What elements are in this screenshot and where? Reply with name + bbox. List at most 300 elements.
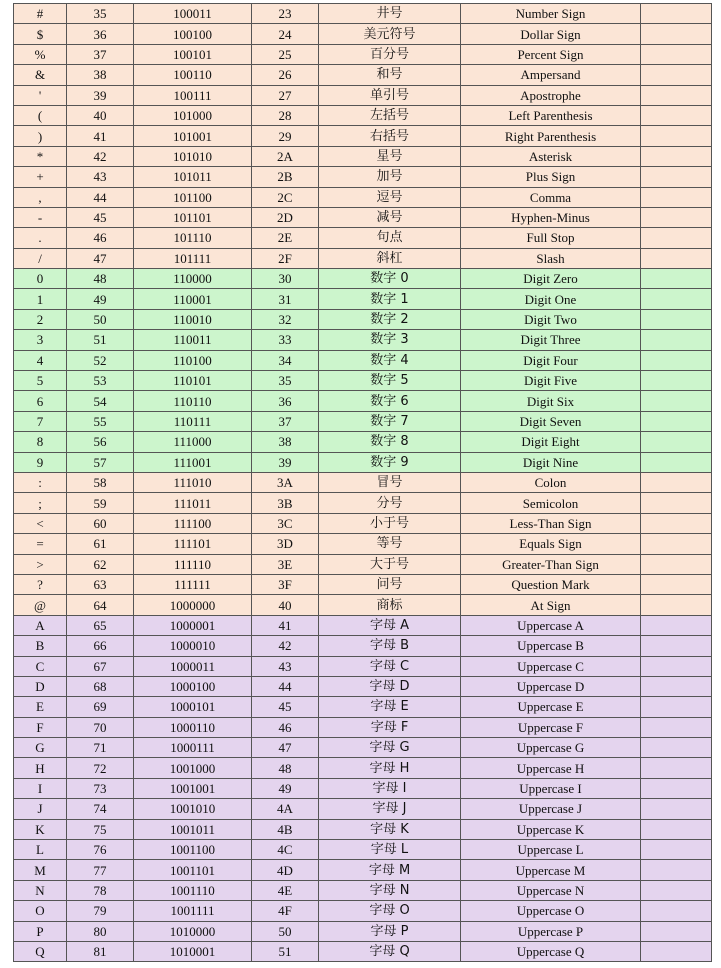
english-name-cell: Plus Sign	[461, 167, 641, 187]
hex-cell: 4C	[252, 840, 319, 860]
english-name-cell: Ampersand	[461, 65, 641, 85]
decimal-cell: 43	[67, 167, 134, 187]
decimal-cell: 44	[67, 187, 134, 207]
extra-cell	[641, 860, 712, 880]
table-row	[14, 371, 712, 391]
table-row	[14, 207, 712, 227]
chinese-name-cell: 减号	[319, 207, 461, 227]
char-cell: ?	[14, 574, 67, 594]
binary-cell: 100110	[134, 65, 252, 85]
chinese-name-cell: 字母 P	[319, 921, 461, 941]
table-row	[14, 921, 712, 941]
table-row	[14, 65, 712, 85]
extra-cell	[641, 513, 712, 533]
binary-cell: 111011	[134, 493, 252, 513]
hex-cell: 27	[252, 85, 319, 105]
binary-cell: 1000001	[134, 615, 252, 635]
hex-cell: 4B	[252, 819, 319, 839]
extra-cell	[641, 391, 712, 411]
table-row	[14, 738, 712, 758]
chinese-name-cell: 字母 E	[319, 697, 461, 717]
english-name-cell: Uppercase H	[461, 758, 641, 778]
char-cell: >	[14, 554, 67, 574]
english-name-cell: Uppercase O	[461, 901, 641, 921]
chinese-name-cell: 数字 2	[319, 309, 461, 329]
chinese-name-cell: 字母 C	[319, 656, 461, 676]
decimal-cell: 71	[67, 738, 134, 758]
table-row	[14, 778, 712, 798]
decimal-cell: 46	[67, 228, 134, 248]
decimal-cell: 68	[67, 676, 134, 696]
table-row	[14, 472, 712, 492]
binary-cell: 1001011	[134, 819, 252, 839]
char-cell: B	[14, 636, 67, 656]
english-name-cell: Left Parenthesis	[461, 105, 641, 125]
decimal-cell: 73	[67, 778, 134, 798]
extra-cell	[641, 309, 712, 329]
chinese-name-cell: 数字 4	[319, 350, 461, 370]
hex-cell: 4E	[252, 880, 319, 900]
char-cell: 3	[14, 330, 67, 350]
hex-cell: 36	[252, 391, 319, 411]
chinese-name-cell: 字母 J	[319, 799, 461, 819]
binary-cell: 111101	[134, 534, 252, 554]
decimal-cell: 66	[67, 636, 134, 656]
table-row	[14, 248, 712, 268]
char-cell: =	[14, 534, 67, 554]
char-cell: C	[14, 656, 67, 676]
chinese-name-cell: 字母 D	[319, 676, 461, 696]
english-name-cell: Digit Five	[461, 371, 641, 391]
chinese-name-cell: 右括号	[319, 126, 461, 146]
hex-cell: 31	[252, 289, 319, 309]
decimal-cell: 59	[67, 493, 134, 513]
decimal-cell: 42	[67, 146, 134, 166]
binary-cell: 111000	[134, 432, 252, 452]
extra-cell	[641, 105, 712, 125]
english-name-cell: Digit Six	[461, 391, 641, 411]
hex-cell: 51	[252, 941, 319, 961]
decimal-cell: 51	[67, 330, 134, 350]
extra-cell	[641, 615, 712, 635]
binary-cell: 110111	[134, 411, 252, 431]
ascii-table-container	[13, 3, 711, 962]
decimal-cell: 74	[67, 799, 134, 819]
hex-cell: 49	[252, 778, 319, 798]
hex-cell: 46	[252, 717, 319, 737]
english-name-cell: Semicolon	[461, 493, 641, 513]
binary-cell: 111100	[134, 513, 252, 533]
char-cell: ;	[14, 493, 67, 513]
extra-cell	[641, 269, 712, 289]
english-name-cell: Slash	[461, 248, 641, 268]
chinese-name-cell: 数字 1	[319, 289, 461, 309]
hex-cell: 3B	[252, 493, 319, 513]
chinese-name-cell: 分号	[319, 493, 461, 513]
english-name-cell: Digit One	[461, 289, 641, 309]
table-row	[14, 289, 712, 309]
decimal-cell: 76	[67, 840, 134, 860]
chinese-name-cell: 字母 L	[319, 840, 461, 860]
english-name-cell: Uppercase J	[461, 799, 641, 819]
char-cell: '	[14, 85, 67, 105]
english-name-cell: At Sign	[461, 595, 641, 615]
extra-cell	[641, 676, 712, 696]
binary-cell: 1000010	[134, 636, 252, 656]
char-cell: 8	[14, 432, 67, 452]
ascii-table-body	[14, 4, 712, 962]
hex-cell: 26	[252, 65, 319, 85]
table-row	[14, 799, 712, 819]
binary-cell: 110000	[134, 269, 252, 289]
char-cell: L	[14, 840, 67, 860]
decimal-cell: 63	[67, 574, 134, 594]
english-name-cell: Uppercase Q	[461, 941, 641, 961]
table-row	[14, 432, 712, 452]
char-cell: &	[14, 65, 67, 85]
extra-cell	[641, 65, 712, 85]
english-name-cell: Uppercase E	[461, 697, 641, 717]
chinese-name-cell: 井号	[319, 4, 461, 24]
decimal-cell: 72	[67, 758, 134, 778]
chinese-name-cell: 字母 H	[319, 758, 461, 778]
char-cell: 9	[14, 452, 67, 472]
extra-cell	[641, 187, 712, 207]
binary-cell: 100100	[134, 24, 252, 44]
binary-cell: 111010	[134, 472, 252, 492]
extra-cell	[641, 574, 712, 594]
binary-cell: 1000111	[134, 738, 252, 758]
chinese-name-cell: 美元符号	[319, 24, 461, 44]
decimal-cell: 77	[67, 860, 134, 880]
hex-cell: 30	[252, 269, 319, 289]
decimal-cell: 40	[67, 105, 134, 125]
binary-cell: 1010001	[134, 941, 252, 961]
decimal-cell: 78	[67, 880, 134, 900]
hex-cell: 39	[252, 452, 319, 472]
english-name-cell: Uppercase F	[461, 717, 641, 737]
english-name-cell: Uppercase K	[461, 819, 641, 839]
char-cell: <	[14, 513, 67, 533]
table-row	[14, 819, 712, 839]
decimal-cell: 52	[67, 350, 134, 370]
chinese-name-cell: 字母 K	[319, 819, 461, 839]
english-name-cell: Uppercase B	[461, 636, 641, 656]
char-cell: #	[14, 4, 67, 24]
chinese-name-cell: 加号	[319, 167, 461, 187]
extra-cell	[641, 738, 712, 758]
extra-cell	[641, 4, 712, 24]
chinese-name-cell: 字母 M	[319, 860, 461, 880]
hex-cell: 41	[252, 615, 319, 635]
hex-cell: 2A	[252, 146, 319, 166]
extra-cell	[641, 901, 712, 921]
extra-cell	[641, 493, 712, 513]
table-row	[14, 85, 712, 105]
chinese-name-cell: 左括号	[319, 105, 461, 125]
char-cell: ,	[14, 187, 67, 207]
table-row	[14, 697, 712, 717]
chinese-name-cell: 斜杠	[319, 248, 461, 268]
chinese-name-cell: 等号	[319, 534, 461, 554]
char-cell: F	[14, 717, 67, 737]
english-name-cell: Greater-Than Sign	[461, 554, 641, 574]
table-row	[14, 554, 712, 574]
decimal-cell: 69	[67, 697, 134, 717]
extra-cell	[641, 941, 712, 961]
binary-cell: 110100	[134, 350, 252, 370]
char-cell: H	[14, 758, 67, 778]
hex-cell: 3F	[252, 574, 319, 594]
extra-cell	[641, 595, 712, 615]
english-name-cell: Uppercase M	[461, 860, 641, 880]
table-row	[14, 228, 712, 248]
binary-cell: 100101	[134, 44, 252, 64]
extra-cell	[641, 126, 712, 146]
char-cell: (	[14, 105, 67, 125]
binary-cell: 101101	[134, 207, 252, 227]
decimal-cell: 53	[67, 371, 134, 391]
english-name-cell: Dollar Sign	[461, 24, 641, 44]
extra-cell	[641, 85, 712, 105]
table-row	[14, 187, 712, 207]
english-name-cell: Comma	[461, 187, 641, 207]
char-cell: D	[14, 676, 67, 696]
english-name-cell: Apostrophe	[461, 85, 641, 105]
decimal-cell: 47	[67, 248, 134, 268]
decimal-cell: 60	[67, 513, 134, 533]
english-name-cell: Less-Than Sign	[461, 513, 641, 533]
decimal-cell: 36	[67, 24, 134, 44]
binary-cell: 111110	[134, 554, 252, 574]
english-name-cell: Digit Zero	[461, 269, 641, 289]
extra-cell	[641, 452, 712, 472]
decimal-cell: 58	[67, 472, 134, 492]
hex-cell: 37	[252, 411, 319, 431]
english-name-cell: Percent Sign	[461, 44, 641, 64]
extra-cell	[641, 228, 712, 248]
extra-cell	[641, 472, 712, 492]
table-row	[14, 595, 712, 615]
extra-cell	[641, 371, 712, 391]
binary-cell: 1000011	[134, 656, 252, 676]
table-row	[14, 493, 712, 513]
table-row	[14, 676, 712, 696]
binary-cell: 1001010	[134, 799, 252, 819]
hex-cell: 3D	[252, 534, 319, 554]
chinese-name-cell: 字母 A	[319, 615, 461, 635]
table-row	[14, 350, 712, 370]
binary-cell: 1000000	[134, 595, 252, 615]
decimal-cell: 35	[67, 4, 134, 24]
chinese-name-cell: 句点	[319, 228, 461, 248]
decimal-cell: 37	[67, 44, 134, 64]
hex-cell: 50	[252, 921, 319, 941]
table-row	[14, 4, 712, 24]
hex-cell: 4D	[252, 860, 319, 880]
table-row	[14, 269, 712, 289]
extra-cell	[641, 411, 712, 431]
binary-cell: 110010	[134, 309, 252, 329]
decimal-cell: 75	[67, 819, 134, 839]
table-row	[14, 167, 712, 187]
chinese-name-cell: 问号	[319, 574, 461, 594]
extra-cell	[641, 350, 712, 370]
chinese-name-cell: 逗号	[319, 187, 461, 207]
table-row	[14, 574, 712, 594]
hex-cell: 38	[252, 432, 319, 452]
char-cell: G	[14, 738, 67, 758]
table-row	[14, 840, 712, 860]
decimal-cell: 81	[67, 941, 134, 961]
decimal-cell: 62	[67, 554, 134, 574]
decimal-cell: 70	[67, 717, 134, 737]
binary-cell: 1001100	[134, 840, 252, 860]
char-cell: E	[14, 697, 67, 717]
table-row	[14, 24, 712, 44]
extra-cell	[641, 778, 712, 798]
chinese-name-cell: 商标	[319, 595, 461, 615]
binary-cell: 1001001	[134, 778, 252, 798]
decimal-cell: 54	[67, 391, 134, 411]
decimal-cell: 48	[67, 269, 134, 289]
hex-cell: 2F	[252, 248, 319, 268]
hex-cell: 3A	[252, 472, 319, 492]
chinese-name-cell: 数字 0	[319, 269, 461, 289]
binary-cell: 1000101	[134, 697, 252, 717]
chinese-name-cell: 数字 6	[319, 391, 461, 411]
extra-cell	[641, 207, 712, 227]
binary-cell: 100011	[134, 4, 252, 24]
binary-cell: 1001110	[134, 880, 252, 900]
chinese-name-cell: 数字 5	[319, 371, 461, 391]
english-name-cell: Digit Seven	[461, 411, 641, 431]
table-row	[14, 615, 712, 635]
extra-cell	[641, 717, 712, 737]
decimal-cell: 45	[67, 207, 134, 227]
hex-cell: 34	[252, 350, 319, 370]
char-cell: 7	[14, 411, 67, 431]
extra-cell	[641, 697, 712, 717]
hex-cell: 4A	[252, 799, 319, 819]
hex-cell: 2E	[252, 228, 319, 248]
table-row	[14, 534, 712, 554]
binary-cell: 111111	[134, 574, 252, 594]
binary-cell: 1001000	[134, 758, 252, 778]
extra-cell	[641, 534, 712, 554]
decimal-cell: 41	[67, 126, 134, 146]
binary-cell: 101111	[134, 248, 252, 268]
chinese-name-cell: 字母 G	[319, 738, 461, 758]
binary-cell: 101001	[134, 126, 252, 146]
english-name-cell: Hyphen-Minus	[461, 207, 641, 227]
chinese-name-cell: 字母 I	[319, 778, 461, 798]
table-row	[14, 880, 712, 900]
chinese-name-cell: 数字 9	[319, 452, 461, 472]
table-row	[14, 452, 712, 472]
english-name-cell: Uppercase A	[461, 615, 641, 635]
extra-cell	[641, 248, 712, 268]
chinese-name-cell: 数字 3	[319, 330, 461, 350]
decimal-cell: 65	[67, 615, 134, 635]
binary-cell: 1000110	[134, 717, 252, 737]
english-name-cell: Digit Two	[461, 309, 641, 329]
english-name-cell: Asterisk	[461, 146, 641, 166]
english-name-cell: Uppercase N	[461, 880, 641, 900]
chinese-name-cell: 星号	[319, 146, 461, 166]
english-name-cell: Full Stop	[461, 228, 641, 248]
extra-cell	[641, 146, 712, 166]
decimal-cell: 50	[67, 309, 134, 329]
english-name-cell: Uppercase G	[461, 738, 641, 758]
ascii-table	[13, 3, 712, 962]
extra-cell	[641, 799, 712, 819]
extra-cell	[641, 758, 712, 778]
table-row	[14, 411, 712, 431]
binary-cell: 1001101	[134, 860, 252, 880]
binary-cell: 101010	[134, 146, 252, 166]
char-cell: %	[14, 44, 67, 64]
hex-cell: 24	[252, 24, 319, 44]
char-cell: 5	[14, 371, 67, 391]
table-row	[14, 860, 712, 880]
binary-cell: 1010000	[134, 921, 252, 941]
chinese-name-cell: 字母 N	[319, 880, 461, 900]
char-cell: P	[14, 921, 67, 941]
table-row	[14, 146, 712, 166]
char-cell: M	[14, 860, 67, 880]
hex-cell: 45	[252, 697, 319, 717]
decimal-cell: 67	[67, 656, 134, 676]
hex-cell: 43	[252, 656, 319, 676]
decimal-cell: 39	[67, 85, 134, 105]
char-cell: 4	[14, 350, 67, 370]
binary-cell: 110001	[134, 289, 252, 309]
char-cell: 6	[14, 391, 67, 411]
chinese-name-cell: 单引号	[319, 85, 461, 105]
chinese-name-cell: 冒号	[319, 472, 461, 492]
table-row	[14, 391, 712, 411]
english-name-cell: Number Sign	[461, 4, 641, 24]
table-row	[14, 941, 712, 961]
table-row	[14, 758, 712, 778]
english-name-cell: Digit Four	[461, 350, 641, 370]
char-cell: .	[14, 228, 67, 248]
binary-cell: 1001111	[134, 901, 252, 921]
extra-cell	[641, 554, 712, 574]
binary-cell: 110011	[134, 330, 252, 350]
hex-cell: 42	[252, 636, 319, 656]
char-cell: $	[14, 24, 67, 44]
chinese-name-cell: 和号	[319, 65, 461, 85]
hex-cell: 32	[252, 309, 319, 329]
chinese-name-cell: 数字 7	[319, 411, 461, 431]
extra-cell	[641, 330, 712, 350]
hex-cell: 29	[252, 126, 319, 146]
extra-cell	[641, 289, 712, 309]
hex-cell: 2B	[252, 167, 319, 187]
char-cell: @	[14, 595, 67, 615]
chinese-name-cell: 字母 B	[319, 636, 461, 656]
decimal-cell: 61	[67, 534, 134, 554]
chinese-name-cell: 数字 8	[319, 432, 461, 452]
decimal-cell: 56	[67, 432, 134, 452]
chinese-name-cell: 大于号	[319, 554, 461, 574]
table-row	[14, 717, 712, 737]
hex-cell: 47	[252, 738, 319, 758]
char-cell: A	[14, 615, 67, 635]
extra-cell	[641, 921, 712, 941]
